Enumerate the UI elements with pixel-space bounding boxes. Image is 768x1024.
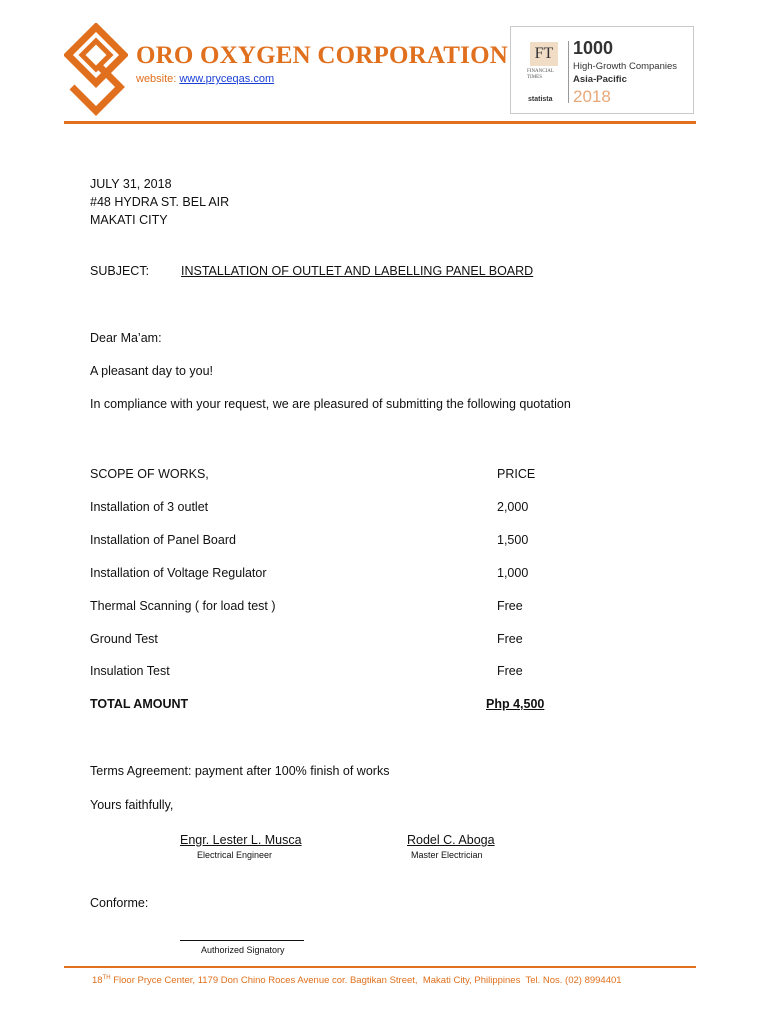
address-line2: MAKATI CITY [90, 213, 168, 227]
scope-item: Thermal Scanning ( for load test ) [90, 599, 276, 613]
price-item: Free [497, 599, 523, 613]
website-label: website: [136, 73, 177, 85]
ft-award-badge [510, 26, 694, 114]
footer-address [92, 975, 622, 986]
price-header: PRICE [497, 467, 536, 481]
conforme-label: Conforme: [90, 896, 149, 910]
signatory2-title: Master Electrician [411, 850, 483, 860]
statista-logo: statista [528, 96, 553, 103]
signatory2-name: Rodel C. Aboga [407, 833, 495, 847]
scope-item: Ground Test [90, 632, 158, 646]
footer-floor-suffix: TH [102, 975, 111, 981]
greeting: A pleasant day to you! [90, 364, 214, 378]
subject-label: SUBJECT: [90, 264, 150, 278]
scope-header: SCOPE OF WORKS, [90, 467, 209, 481]
scope-item: Installation of 3 outlet [90, 500, 209, 514]
conforme-signature-line [180, 940, 304, 941]
subject-text: INSTALLATION OF OUTLET AND LABELLING PANEL BOARD [181, 264, 534, 278]
terms-agreement: Terms Agreement: payment after 100% finish of works [90, 764, 390, 778]
footer-address-text: Floor Pryce Center, 1179 Don Chino Roces Avenue cor. Bagtikan Street, Makati City, Philippines Tel. Nos. (02) 8994401 [110, 975, 622, 987]
price-item: 2,000 [497, 500, 529, 514]
valediction: Yours faithfully, [90, 798, 174, 812]
price-item: 1,500 [497, 533, 529, 547]
scope-item: Installation of Panel Board [90, 533, 236, 547]
signatory1-title: Electrical Engineer [197, 850, 273, 860]
price-item: Free [497, 632, 523, 646]
company-logo-icon [64, 23, 128, 119]
total-value: Php 4,500 [486, 697, 545, 711]
ft-subtext: FINANCIAL TIMES [527, 69, 554, 80]
price-item: 1,000 [497, 566, 529, 580]
address-line1: #48 HYDRA ST. BEL AIR [90, 195, 230, 209]
authorized-signatory-label: Authorized Signatory [201, 945, 285, 955]
total-label: TOTAL AMOUNT [90, 697, 189, 711]
price-item: Free [497, 664, 523, 678]
intro-paragraph: In compliance with your request, we are pleasured of submitting the following quotation [90, 397, 571, 411]
scope-item: Insulation Test [90, 664, 170, 678]
company-name: ORO OXYGEN CORPORATION [136, 42, 509, 69]
website-link[interactable]: www.pryceqas.com [179, 73, 275, 85]
scope-item: Installation of Voltage Regulator [90, 566, 267, 580]
badge-year: 2018 [573, 87, 611, 106]
website-line [136, 73, 274, 85]
badge-divider [568, 41, 569, 103]
ft-logo: FT [530, 42, 558, 66]
letter-date: JULY 31, 2018 [90, 177, 172, 191]
footer-floor-number: 18 [92, 975, 103, 987]
badge-line2: Asia-Pacific [573, 74, 627, 85]
badge-number: 1000 [573, 38, 614, 58]
badge-line1: High-Growth Companies [573, 61, 678, 72]
salutation: Dear Ma’am: [90, 331, 162, 345]
footer-rule [64, 966, 696, 968]
header-rule [64, 121, 696, 124]
signatory1-name: Engr. Lester L. Musca [180, 833, 302, 847]
